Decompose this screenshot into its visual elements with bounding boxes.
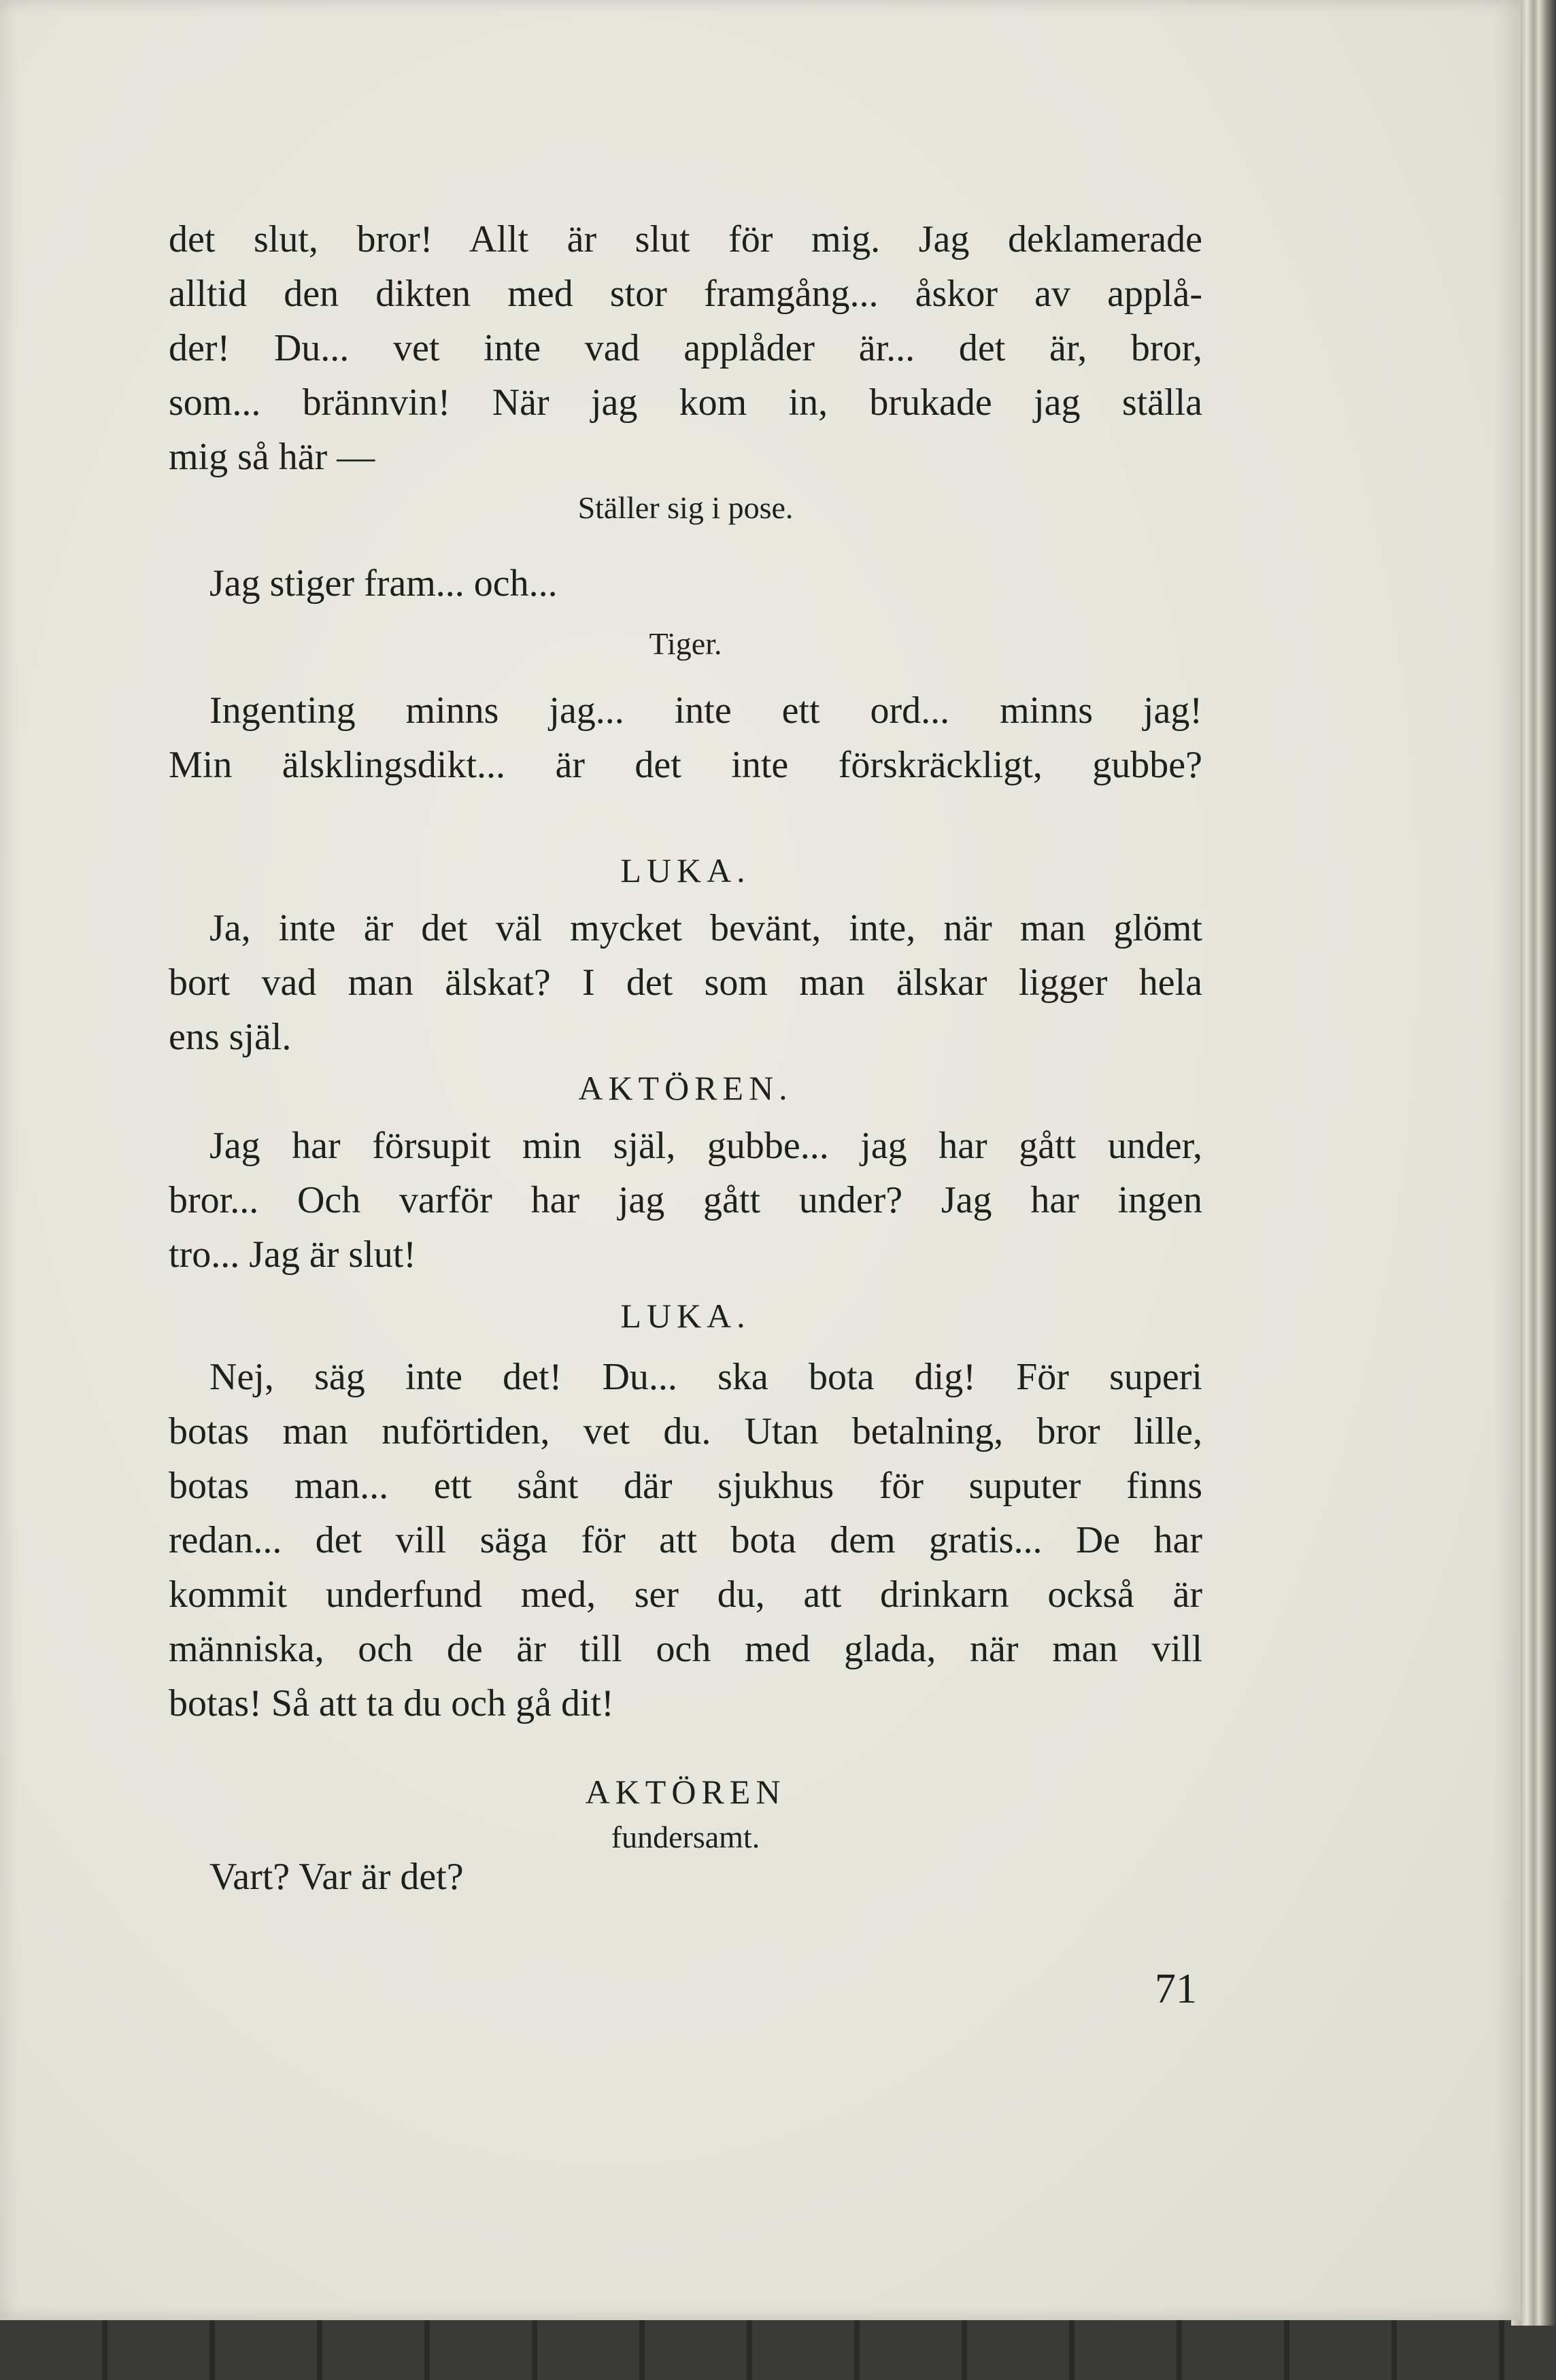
speaker-name: LUKA. bbox=[620, 851, 751, 889]
text-line: bror... Och varför har jag gått under? Jag har ingen bbox=[169, 1179, 1202, 1221]
text-line: det slut, bror! Allt är slut för mig. Jag deklamerade bbox=[169, 218, 1202, 260]
text-line: botas! Så att ta du och gå dit! bbox=[169, 1682, 614, 1724]
page-number: 71 bbox=[1155, 1966, 1197, 2012]
text-line: ens själ. bbox=[169, 1016, 292, 1058]
speaker-name: LUKA. bbox=[620, 1297, 751, 1335]
stage-direction: Ställer sig i pose. bbox=[577, 490, 794, 525]
text-line: Ingenting minns jag... inte ett ord... minns jag! bbox=[209, 690, 1202, 732]
text-line: Nej, säg inte det! Du... ska bota dig! För superi bbox=[209, 1356, 1202, 1398]
text-line: botas man... ett sånt där sjukhus för suputer finns bbox=[169, 1465, 1202, 1507]
speaker-name: AKTÖREN bbox=[585, 1773, 786, 1811]
text-line: botas man nuförtiden, vet du. Utan betalning, bror lille, bbox=[169, 1410, 1202, 1452]
stage-direction: Tiger. bbox=[649, 626, 722, 661]
text-line: Jag har försupit min själ, gubbe... jag har gått under, bbox=[209, 1125, 1202, 1167]
text-line: redan... det vill säga för att bota dem gratis... De har bbox=[169, 1519, 1202, 1561]
text-line: alltid den dikten med stor framgång... åskor av applå- bbox=[169, 273, 1202, 315]
text-line: Min älsklingsdikt... är det inte förskräckligt, gubbe? bbox=[169, 744, 1202, 786]
text-line: bort vad man älskat? I det som man älskar ligger hela bbox=[169, 962, 1202, 1004]
speaker-name: AKTÖREN. bbox=[578, 1069, 793, 1107]
text-line: der! Du... vet inte vad applåder är... det är, bror, bbox=[169, 327, 1202, 369]
text-line: människa, och de är till och med glada, när man vill bbox=[169, 1628, 1202, 1670]
text-line: mig så här — bbox=[169, 436, 375, 478]
text-line: tro... Jag är slut! bbox=[169, 1234, 416, 1276]
text-line: Jag stiger fram... och... bbox=[209, 562, 558, 605]
text-line: Vart? Var är det? bbox=[209, 1856, 464, 1898]
text-line: som... brännvin! När jag kom in, brukade jag ställa bbox=[169, 381, 1202, 424]
text-line: kommit underfund med, ser du, att drinkarn också är bbox=[169, 1574, 1202, 1616]
stage-direction: fundersamt. bbox=[611, 1820, 760, 1854]
text-line: Ja, inte är det väl mycket bevänt, inte, när man glömt bbox=[209, 907, 1202, 949]
